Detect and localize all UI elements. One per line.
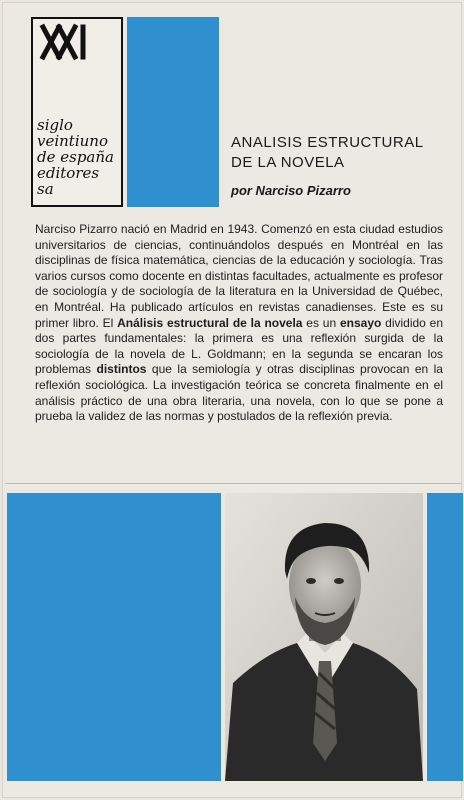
bio-text: Narciso Pizarro nació en Madrid en 1943. Comenzó en esta ciudad estudios universitarios de ciencias, continuándolos después en Montréal en las disciplinas de física matemática, ciencias de la educación y sociología. Tras varios cursos como docente en distintas facultades, actualmente es profesor de sociología y de sociología de la literatura en la Universidad de Québec, en Montréal. Ha publicado artículos en revistas canadienses. Este es su primer libro. El [35, 222, 443, 330]
author-bio [35, 222, 443, 425]
blue-panel-bottom-right [427, 493, 463, 781]
bio-emphasis: distintos [96, 362, 147, 377]
author-portrait-icon [225, 493, 423, 781]
publisher-line: siglo [37, 116, 73, 134]
title-line-2: DE LA NOVELA [231, 154, 345, 171]
title-line-1: ANALISIS ESTRUCTURAL [231, 134, 424, 151]
blue-panel-bottom-left [7, 493, 221, 781]
publisher-logo [31, 17, 123, 207]
section-divider [5, 483, 461, 484]
book-title [231, 133, 451, 173]
bio-book-title: Análisis estructural de la novela [117, 315, 303, 330]
bio-text: es un [302, 315, 340, 330]
book-author: por Narciso Pizarro [231, 183, 351, 198]
bio-text: dividido en dos partes fundamentales: la primera es una reflexión surgida de la sociología de la novela de L. Goldmann; en la segunda se encaran los problemas [35, 315, 444, 377]
bio-emphasis: ensayo [339, 315, 382, 330]
publisher-line: veintiuno [37, 132, 108, 150]
publisher-line: editores [37, 164, 100, 182]
publisher-name [37, 117, 123, 197]
author-photo [225, 493, 423, 781]
publisher-line: sa [37, 180, 54, 198]
publisher-line: de españa [37, 148, 114, 166]
bio-text: que la semiología y otras disciplinas provocan en la reflexión sociológica. La investigación teórica se concreta finalmente en el análisis práctico de una obra literaria, una novela, con lo que se pone a prueba la validez de las normas y postulados de la reflexión previa. [35, 362, 443, 424]
blue-panel-top [127, 17, 219, 207]
xxi-logo-icon [39, 23, 89, 61]
book-back-cover [2, 2, 462, 798]
